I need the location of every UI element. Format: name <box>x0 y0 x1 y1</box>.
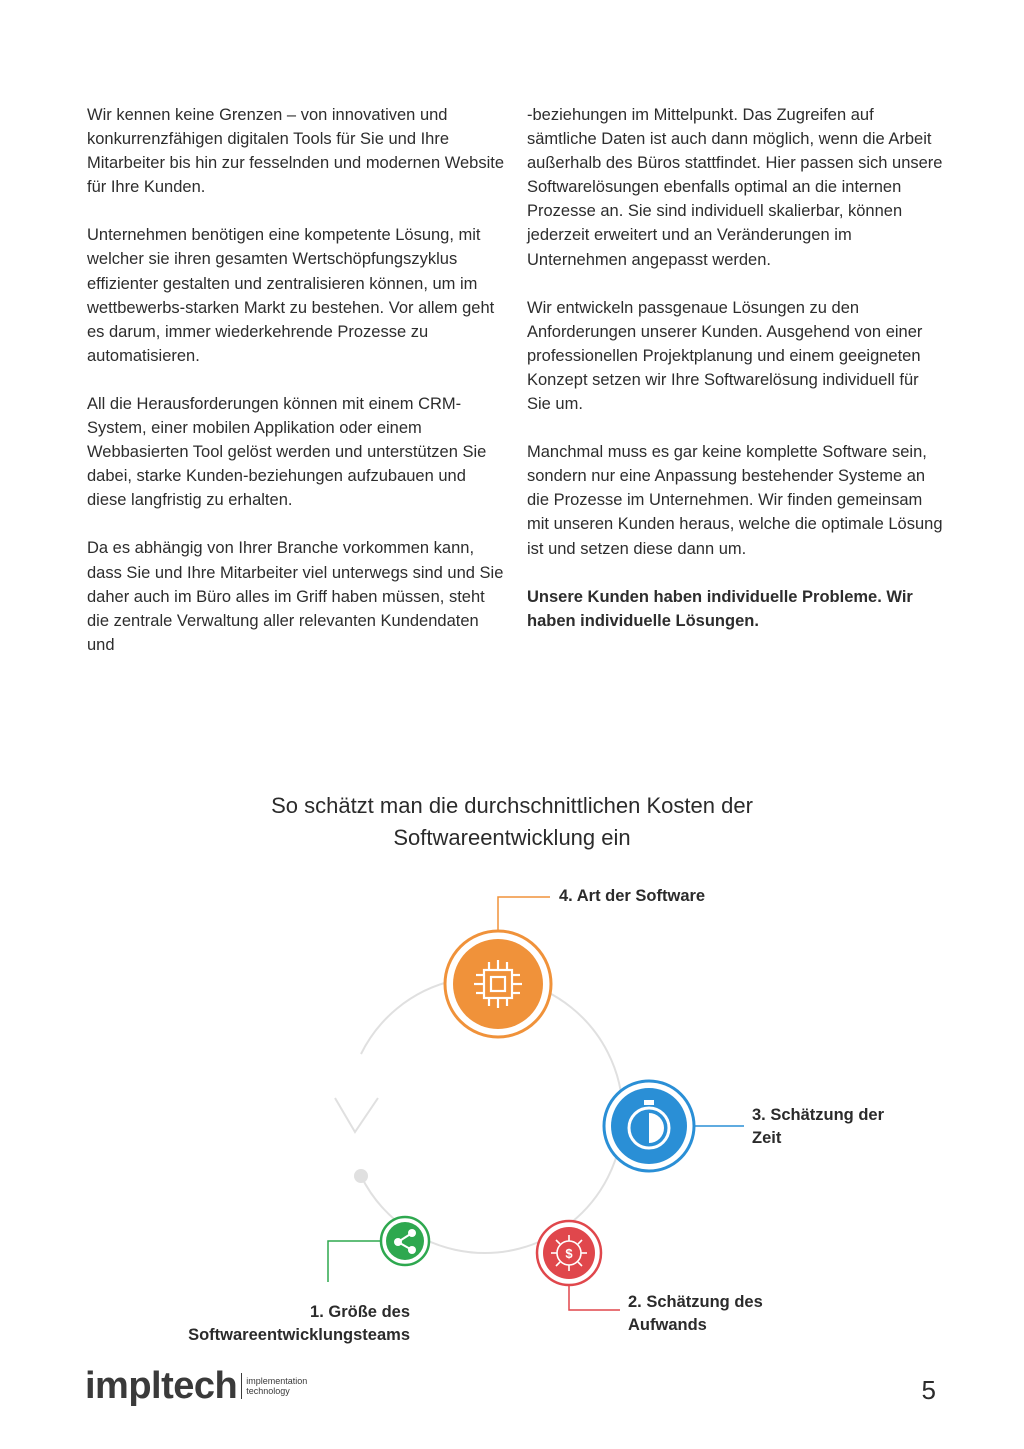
logo-divider <box>241 1373 242 1399</box>
paragraph: Da es abhängig von Ihrer Branche vorkommen kann, dass Sie und Ihre Mitarbeiter viel unterwegs sind und Sie daher auch im Büro alles im Griff haben müssen, steht die zentrale Verwaltung aller relevanten Kundendaten und <box>87 539 504 654</box>
connector-step-2 <box>569 1283 620 1310</box>
step-1-label-line: Softwareentwicklungsteams <box>188 1326 410 1344</box>
step-3-badge <box>604 1081 694 1171</box>
paragraph: Unternehmen benötigen eine kompetente Lösung, mit welcher sie ihren gesamten Wertschöpfungszyklus effizienter gestalten und zentralisieren können, um im wettbewerbs-starken Markt zu bestehen. Vor allem geht es darum, immer wiederkehrende Prozesse zu automatisieren. <box>87 226 495 365</box>
paragraph: -beziehungen im Mittelpunkt. Das Zugreifen auf sämtliche Daten ist auch dann möglich, wenn die Arbeit außerhalb des Büros stattfindet. Hier passen sich unsere Softwarelösungen ebenfalls optimal an die internen Prozesse an. Sie sind individuell skalierbar, können jederzeit erweitert und an Veränderungen im Unternehmen angepasst werden. <box>527 106 943 269</box>
step-2-label-line: Aufwands <box>628 1316 707 1334</box>
paragraph: Wir kennen keine Grenzen – von innovativen und konkurrenzfähigen digitalen Tools für Sie und Ihre Mitarbeiter bis hin zur fesselnden und modernen Website für Ihre Kunden. <box>87 106 505 197</box>
step-2-label <box>628 1291 763 1337</box>
cycle-start-dot <box>354 1169 368 1183</box>
diagram-title-line: Softwareentwicklung ein <box>393 825 631 850</box>
step-1-badge <box>381 1217 429 1265</box>
step-1-label-line: 1. Größe des <box>310 1303 410 1321</box>
logo-tagline <box>246 1376 307 1396</box>
connector-step-1 <box>328 1241 381 1282</box>
logo-tagline-line: implementation <box>246 1376 308 1386</box>
step-3-label-line: 3. Schätzung der <box>752 1106 885 1124</box>
page-number: 5 <box>921 1375 936 1405</box>
company-logo <box>85 1364 307 1408</box>
step-3-label <box>752 1104 884 1150</box>
paragraph: Wir entwickeln passgenaue Lösungen zu den Anforderungen unserer Kunden. Ausgehend von einer professionellen Projektplanung und einem geeigneten Konzept setzen wir Ihre Softwarelösung individuell für Sie um. <box>527 298 923 414</box>
paragraph: All die Herausforderungen können mit einem CRM-System, einer mobilen Applikation oder einem Webbasierten Tool gelöst werden und unterstützen Sie dabei, starke Kunden-beziehungen aufzubauen und diese langfristig zu erhalten. <box>87 394 487 510</box>
step-4-badge <box>445 931 551 1037</box>
step-2-badge <box>537 1221 601 1285</box>
paragraph: Manchmal muss es gar keine komplette Software sein, sondern nur eine Anpassung bestehender Systeme an die Prozesse im Unternehmen. Wir finden gemeinsam mit unseren Kunden heraus, welche die optimale Lösung ist und setzen diese dann um. <box>527 443 943 558</box>
step-4-label: 4. Art der Software <box>559 887 706 905</box>
logo-tagline-line: technology <box>246 1386 290 1396</box>
cycle-arrow-head <box>335 1098 378 1132</box>
diagram-title-line: So schätzt man die durchschnittlichen Kosten der <box>271 793 753 818</box>
step-1-label <box>110 1301 410 1347</box>
svg-text:$: $ <box>565 1246 573 1261</box>
step-3-label-line: Zeit <box>752 1129 782 1147</box>
closing-statement: Unsere Kunden haben individuelle Probleme. Wir haben individuelle Lösungen. <box>527 587 913 630</box>
step-2-label-line: 2. Schätzung des <box>628 1293 763 1311</box>
logo-wordmark: impltech <box>85 1365 238 1407</box>
